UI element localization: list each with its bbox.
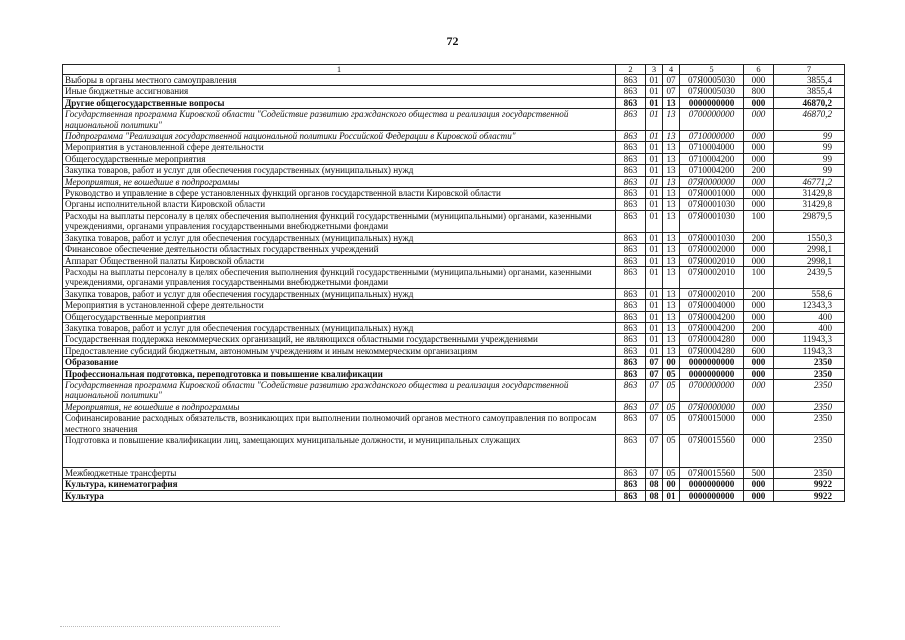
cell-amount: 11943,3 — [774, 334, 845, 345]
cell-subsection: 13 — [663, 142, 680, 153]
table-row — [63, 401, 845, 412]
cell-section: 01 — [646, 199, 663, 210]
cell-name: Межбюджетные трансферты — [63, 468, 616, 479]
cell-section: 07 — [646, 435, 663, 468]
cell-target-article: 07Я0001000 — [680, 188, 744, 199]
cell-name: Подпрограмма "Реализация государственной национальной политики Российской Федерации в Кировской области" — [63, 131, 616, 142]
table-row — [63, 413, 845, 435]
cell-target-article: 07Я0000000 — [680, 176, 744, 187]
cell-name: Иные бюджетные ассигнования — [63, 86, 616, 97]
table-row — [63, 109, 845, 131]
cell-section: 07 — [646, 413, 663, 435]
cell-name: Финансовое обеспечение деятельности областных государственных учреждений — [63, 244, 616, 255]
cell-target-article: 07Я0015000 — [680, 413, 744, 435]
table-row — [63, 86, 845, 97]
cell-subsection: 13 — [663, 176, 680, 187]
table-row — [63, 368, 845, 379]
page-number: 72 — [446, 34, 459, 48]
cell-section: 01 — [646, 266, 663, 288]
cell-name: Софинансирование расходных обязательств, возникающих при выполнении полномочий органов местного самоуправления по вопросам местного значения — [63, 413, 616, 435]
cell-expense-type: 200 — [744, 322, 774, 333]
table-row — [63, 490, 845, 501]
cell-subsection: 13 — [663, 311, 680, 322]
cell-section: 01 — [646, 153, 663, 164]
cell-section: 07 — [646, 379, 663, 401]
cell-expense-type: 000 — [744, 188, 774, 199]
cell-subsection: 13 — [663, 300, 680, 311]
cell-amount: 46870,2 — [774, 109, 845, 131]
cell-name: Органы исполнительной власти Кировской области — [63, 199, 616, 210]
table-row — [63, 153, 845, 164]
cell-grbs: 863 — [616, 255, 646, 266]
cell-expense-type: 100 — [744, 266, 774, 288]
cell-name: Предоставление субсидий бюджетным, автономным учреждениям и иным некоммерческим организациям — [63, 345, 616, 356]
cell-subsection: 07 — [663, 86, 680, 97]
cell-grbs: 863 — [616, 479, 646, 490]
cell-name: Мероприятия в установленной сфере деятельности — [63, 300, 616, 311]
cell-amount: 46771,2 — [774, 176, 845, 187]
cell-amount: 31429,8 — [774, 188, 845, 199]
cell-amount: 29879,5 — [774, 210, 845, 232]
cell-name: Закупка товаров, работ и услуг для обеспечения государственных (муниципальных) нужд — [63, 165, 616, 176]
table-row — [63, 300, 845, 311]
cell-subsection: 13 — [663, 165, 680, 176]
cell-name: Государственная программа Кировской области "Содействие развитию гражданского общества и реализация государственной национальной политики" — [63, 109, 616, 131]
cell-subsection: 13 — [663, 97, 680, 108]
cell-expense-type: 500 — [744, 468, 774, 479]
cell-name: Культура — [63, 490, 616, 501]
cell-amount: 46870,2 — [774, 97, 845, 108]
cell-grbs: 863 — [616, 244, 646, 255]
cell-expense-type: 000 — [744, 368, 774, 379]
cell-target-article: 07Я0002010 — [680, 255, 744, 266]
cell-subsection: 00 — [663, 479, 680, 490]
table-row — [63, 345, 845, 356]
cell-subsection: 13 — [663, 199, 680, 210]
cell-expense-type: 000 — [744, 176, 774, 187]
cell-target-article: 07Я0004000 — [680, 300, 744, 311]
cell-amount: 99 — [774, 142, 845, 153]
table-row — [63, 255, 845, 266]
cell-amount: 2350 — [774, 357, 845, 368]
cell-grbs: 863 — [616, 322, 646, 333]
cell-amount: 2350 — [774, 468, 845, 479]
cell-subsection: 13 — [663, 255, 680, 266]
cell-name: Мероприятия в установленной сфере деятельности — [63, 142, 616, 153]
cell-amount: 2998,1 — [774, 255, 845, 266]
cell-subsection: 05 — [663, 413, 680, 435]
cell-target-article: 0710000000 — [680, 131, 744, 142]
cell-amount: 31429,8 — [774, 199, 845, 210]
cell-grbs: 863 — [616, 75, 646, 86]
table-row — [63, 142, 845, 153]
cell-expense-type: 000 — [744, 97, 774, 108]
cell-expense-type: 000 — [744, 131, 774, 142]
cell-grbs: 863 — [616, 368, 646, 379]
header-row — [63, 65, 845, 75]
cell-amount: 400 — [774, 322, 845, 333]
cell-amount: 3855,4 — [774, 75, 845, 86]
cell-amount: 9922 — [774, 479, 845, 490]
cell-section: 01 — [646, 345, 663, 356]
cell-name: Профессиональная подготовка, переподготовка и повышение квалификации — [63, 368, 616, 379]
cell-grbs: 863 — [616, 232, 646, 243]
cell-target-article: 07Я0001030 — [680, 232, 744, 243]
cell-expense-type: 000 — [744, 490, 774, 501]
cell-amount: 2998,1 — [774, 244, 845, 255]
cell-grbs: 863 — [616, 199, 646, 210]
cell-grbs: 863 — [616, 300, 646, 311]
cell-target-article: 07Я0002010 — [680, 266, 744, 288]
cell-name: Мероприятия, не вошедшие в подпрограммы — [63, 176, 616, 187]
header-cell-2: 2 — [616, 65, 646, 75]
cell-subsection: 13 — [663, 153, 680, 164]
cell-target-article: 0000000000 — [680, 357, 744, 368]
cell-subsection: 13 — [663, 188, 680, 199]
cell-expense-type: 000 — [744, 357, 774, 368]
cell-expense-type: 000 — [744, 199, 774, 210]
cell-section: 01 — [646, 131, 663, 142]
cell-subsection: 05 — [663, 379, 680, 401]
cell-grbs: 863 — [616, 109, 646, 131]
cell-expense-type: 000 — [744, 142, 774, 153]
cell-section: 01 — [646, 244, 663, 255]
cell-amount: 400 — [774, 311, 845, 322]
cell-grbs: 863 — [616, 468, 646, 479]
cell-section: 01 — [646, 188, 663, 199]
cell-expense-type: 000 — [744, 334, 774, 345]
table-row — [63, 311, 845, 322]
cell-section: 01 — [646, 109, 663, 131]
cell-section: 01 — [646, 75, 663, 86]
cell-target-article: 07Я0015560 — [680, 435, 744, 468]
cell-grbs: 863 — [616, 379, 646, 401]
cell-name: Подготовка и повышение квалификации лиц, замещающих муниципальные должности, и муниципальных служащих — [63, 435, 616, 468]
cell-expense-type: 000 — [744, 479, 774, 490]
cell-subsection: 13 — [663, 109, 680, 131]
cell-grbs: 863 — [616, 413, 646, 435]
cell-target-article: 07Я0004280 — [680, 345, 744, 356]
cell-name: Расходы на выплаты персоналу в целях обеспечения выполнения функций государственными (муниципальными) органами, казенными учреждениями, органами управления государственными внебюджетными фондами — [63, 210, 616, 232]
cell-expense-type: 000 — [744, 255, 774, 266]
cell-target-article: 07Я0001030 — [680, 210, 744, 232]
cell-grbs: 863 — [616, 153, 646, 164]
cell-section: 01 — [646, 288, 663, 299]
header-cell-3: 3 — [646, 65, 663, 75]
cell-section: 07 — [646, 357, 663, 368]
cell-grbs: 863 — [616, 266, 646, 288]
cell-grbs: 863 — [616, 401, 646, 412]
cell-name: Закупка товаров, работ и услуг для обеспечения государственных (муниципальных) нужд — [63, 288, 616, 299]
cell-expense-type: 000 — [744, 379, 774, 401]
table-row — [63, 244, 845, 255]
header-cell-6: 6 — [744, 65, 774, 75]
cell-name: Мероприятия, не вошедшие в подпрограммы — [63, 401, 616, 412]
cell-expense-type: 000 — [744, 244, 774, 255]
cell-target-article: 07Я0015560 — [680, 468, 744, 479]
cell-section: 01 — [646, 232, 663, 243]
cell-target-article: 07Я0001030 — [680, 199, 744, 210]
table-row — [63, 435, 845, 468]
cell-amount: 9922 — [774, 490, 845, 501]
cell-name: Государственная программа Кировской области "Содействие развитию гражданского общества и реализация государственной национальной политики" — [63, 379, 616, 401]
cell-subsection: 13 — [663, 210, 680, 232]
cell-amount: 99 — [774, 131, 845, 142]
cell-amount: 1550,3 — [774, 232, 845, 243]
cell-section: 07 — [646, 401, 663, 412]
table-row — [63, 165, 845, 176]
cell-grbs: 863 — [616, 288, 646, 299]
cell-target-article: 0700000000 — [680, 109, 744, 131]
cell-expense-type: 000 — [744, 311, 774, 322]
cell-subsection: 07 — [663, 75, 680, 86]
table-row — [63, 479, 845, 490]
cell-subsection: 13 — [663, 288, 680, 299]
cell-grbs: 863 — [616, 165, 646, 176]
cell-subsection: 05 — [663, 468, 680, 479]
cell-amount: 11943,3 — [774, 345, 845, 356]
cell-grbs: 863 — [616, 435, 646, 468]
cell-grbs: 863 — [616, 311, 646, 322]
cell-subsection: 13 — [663, 322, 680, 333]
cell-subsection: 05 — [663, 401, 680, 412]
cell-amount: 2350 — [774, 379, 845, 401]
table-row — [63, 357, 845, 368]
cell-grbs: 863 — [616, 357, 646, 368]
cell-section: 01 — [646, 311, 663, 322]
cell-section: 01 — [646, 334, 663, 345]
table-row — [63, 379, 845, 401]
cell-target-article: 0000000000 — [680, 479, 744, 490]
cell-grbs: 863 — [616, 210, 646, 232]
cell-target-article: 07Я0004280 — [680, 334, 744, 345]
cell-target-article: 0710004000 — [680, 142, 744, 153]
cell-expense-type: 000 — [744, 435, 774, 468]
cell-grbs: 863 — [616, 334, 646, 345]
table-row — [63, 266, 845, 288]
cell-name: Аппарат Общественной палаты Кировской области — [63, 255, 616, 266]
cell-expense-type: 000 — [744, 413, 774, 435]
cell-amount: 2350 — [774, 401, 845, 412]
table-row — [63, 188, 845, 199]
cell-section: 08 — [646, 479, 663, 490]
cell-grbs: 863 — [616, 131, 646, 142]
cell-target-article: 07Я0005030 — [680, 75, 744, 86]
cell-expense-type: 200 — [744, 165, 774, 176]
cell-name: Общегосударственные мероприятия — [63, 153, 616, 164]
cell-amount: 2350 — [774, 413, 845, 435]
table-row — [63, 199, 845, 210]
cell-expense-type: 000 — [744, 300, 774, 311]
cell-section: 01 — [646, 255, 663, 266]
table-row — [63, 131, 845, 142]
cell-expense-type: 000 — [744, 401, 774, 412]
cell-subsection: 13 — [663, 334, 680, 345]
cell-target-article: 0000000000 — [680, 97, 744, 108]
table-row — [63, 176, 845, 187]
cell-name: Другие общегосударственные вопросы — [63, 97, 616, 108]
cell-amount: 2350 — [774, 368, 845, 379]
cell-subsection: 13 — [663, 244, 680, 255]
cell-target-article: 07Я0004200 — [680, 311, 744, 322]
cell-section: 01 — [646, 86, 663, 97]
cell-section: 01 — [646, 210, 663, 232]
cell-subsection: 05 — [663, 435, 680, 468]
cell-name: Общегосударственные мероприятия — [63, 311, 616, 322]
cell-expense-type: 200 — [744, 288, 774, 299]
cell-subsection: 13 — [663, 266, 680, 288]
cell-target-article: 07Я0002000 — [680, 244, 744, 255]
cell-expense-type: 000 — [744, 109, 774, 131]
cell-section: 01 — [646, 300, 663, 311]
cell-section: 01 — [646, 97, 663, 108]
cell-target-article: 0000000000 — [680, 368, 744, 379]
cell-name: Закупка товаров, работ и услуг для обеспечения государственных (муниципальных) нужд — [63, 232, 616, 243]
cell-amount: 2350 — [774, 435, 845, 468]
cell-expense-type: 100 — [744, 210, 774, 232]
cell-name: Образование — [63, 357, 616, 368]
cell-target-article: 0710004200 — [680, 165, 744, 176]
cell-target-article: 07Я0000000 — [680, 401, 744, 412]
cell-section: 01 — [646, 322, 663, 333]
cell-expense-type: 200 — [744, 232, 774, 243]
table-row — [63, 468, 845, 479]
budget-table — [62, 64, 845, 502]
cell-expense-type: 000 — [744, 75, 774, 86]
cell-subsection: 13 — [663, 131, 680, 142]
cell-subsection: 13 — [663, 345, 680, 356]
cell-grbs: 863 — [616, 97, 646, 108]
header-cell-7: 7 — [774, 65, 845, 75]
cell-name: Государственная поддержка некоммерческих организаций, не являющихся областными государственными учреждениями — [63, 334, 616, 345]
table-row — [63, 288, 845, 299]
cell-grbs: 863 — [616, 345, 646, 356]
cell-amount: 3855,4 — [774, 86, 845, 97]
cell-target-article: 07Я0005030 — [680, 86, 744, 97]
table-row — [63, 97, 845, 108]
cell-section: 07 — [646, 468, 663, 479]
cell-target-article: 0700000000 — [680, 379, 744, 401]
cell-grbs: 863 — [616, 188, 646, 199]
table-row — [63, 322, 845, 333]
cell-section: 01 — [646, 165, 663, 176]
table-row — [63, 75, 845, 86]
cell-expense-type: 800 — [744, 86, 774, 97]
cell-grbs: 863 — [616, 490, 646, 501]
table-row — [63, 210, 845, 232]
cell-amount: 12343,3 — [774, 300, 845, 311]
cell-name: Культура, кинематография — [63, 479, 616, 490]
cell-amount: 99 — [774, 153, 845, 164]
cell-target-article: 07Я0004200 — [680, 322, 744, 333]
cell-grbs: 863 — [616, 142, 646, 153]
cell-name: Выборы в органы местного самоуправления — [63, 75, 616, 86]
header-cell-1: 1 — [63, 65, 616, 75]
cell-section: 01 — [646, 142, 663, 153]
cell-amount: 99 — [774, 165, 845, 176]
cell-amount: 558,6 — [774, 288, 845, 299]
page-footer-scribble — [60, 626, 280, 631]
cell-section: 01 — [646, 176, 663, 187]
cell-section: 08 — [646, 490, 663, 501]
cell-amount: 2439,5 — [774, 266, 845, 288]
table-row — [63, 232, 845, 243]
cell-subsection: 01 — [663, 490, 680, 501]
cell-section: 07 — [646, 368, 663, 379]
cell-expense-type: 600 — [744, 345, 774, 356]
cell-name: Расходы на выплаты персоналу в целях обеспечения выполнения функций государственными (муниципальными) органами, казенными учреждениями, органами управления государственными внебюджетными фондами — [63, 266, 616, 288]
header-cell-5: 5 — [680, 65, 744, 75]
cell-name: Закупка товаров, работ и услуг для обеспечения государственных (муниципальных) нужд — [63, 322, 616, 333]
cell-name: Руководство и управление в сфере установленных функций органов государственной власти Кировской области — [63, 188, 616, 199]
cell-expense-type: 000 — [744, 153, 774, 164]
cell-subsection: 05 — [663, 368, 680, 379]
cell-subsection: 13 — [663, 232, 680, 243]
cell-grbs: 863 — [616, 176, 646, 187]
cell-target-article: 07Я0002010 — [680, 288, 744, 299]
cell-target-article: 0000000000 — [680, 490, 744, 501]
cell-subsection: 00 — [663, 357, 680, 368]
cell-grbs: 863 — [616, 86, 646, 97]
header-cell-4: 4 — [663, 65, 680, 75]
table-row — [63, 334, 845, 345]
cell-target-article: 0710004200 — [680, 153, 744, 164]
